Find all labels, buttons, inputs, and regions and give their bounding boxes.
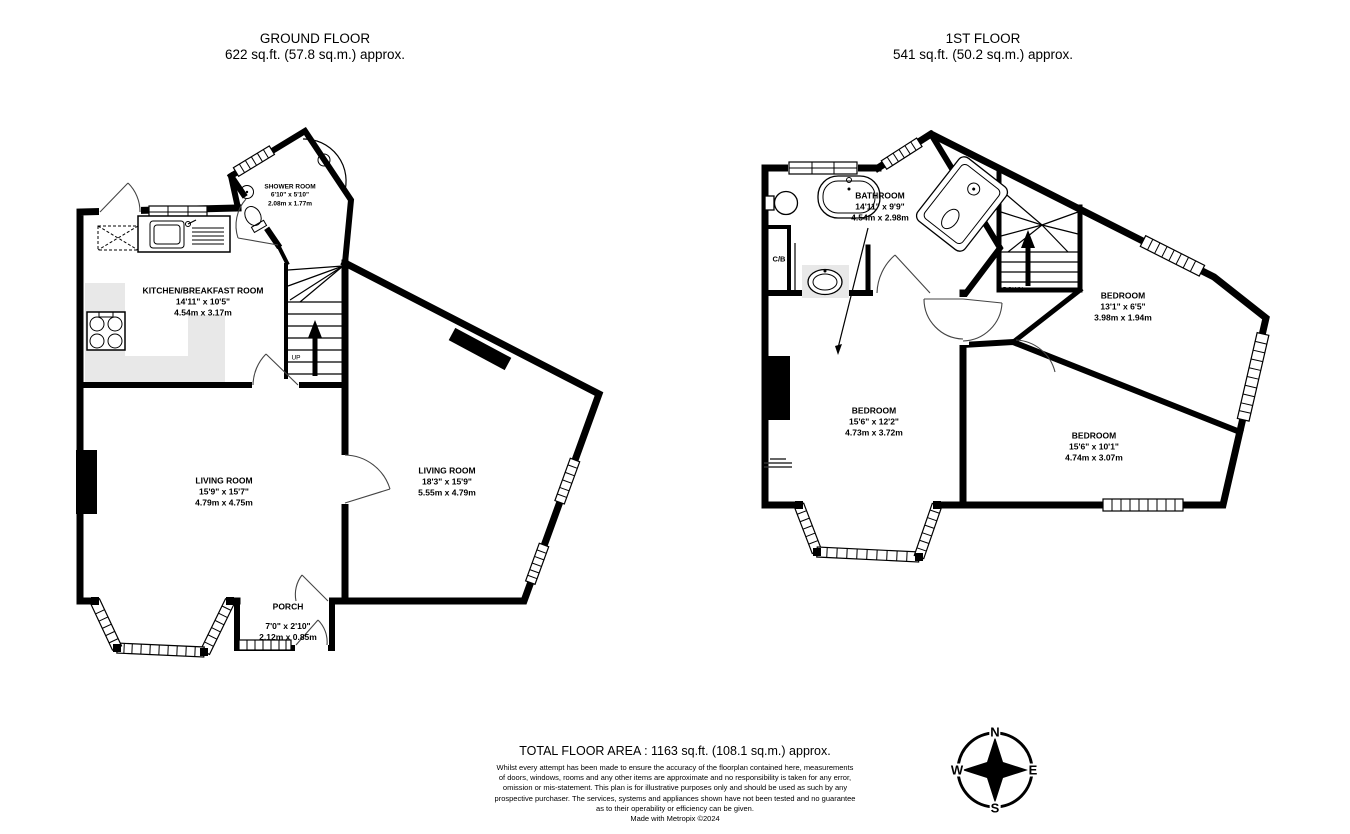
- stove-icon: [87, 312, 125, 350]
- room-label-living-room-right: LIVING ROOM 18'3" x 15'9" 5.55m x 4.79m: [418, 465, 476, 498]
- room-label-porch-dims: 7'0" x 2'10" 2.12m x 0.85m: [259, 621, 317, 642]
- dimension-leader-arrow: [835, 344, 842, 355]
- compass-south-label: S: [990, 800, 1000, 816]
- room-label-porch-name: PORCH: [272, 601, 304, 612]
- chimney-breast: [762, 356, 790, 420]
- bathroom-window: [789, 162, 857, 174]
- compass-east-label: E: [1028, 762, 1038, 778]
- bay-window: [794, 501, 941, 562]
- room-label-living-room-left: LIVING ROOM 15'9" x 15'7" 4.79m x 4.75m: [195, 475, 253, 508]
- room-label-bedroom-bottom: BEDROOM 15'6" x 10'1" 4.74m x 3.07m: [1065, 430, 1123, 463]
- disclaimer-line: of doors, windows, rooms and any other items are approximate and no responsibility is taken for any error,: [498, 773, 852, 783]
- first-floor-area: 541 sq.ft. (50.2 sq.m.) approx.: [892, 46, 1074, 62]
- shower-room-window: [233, 146, 274, 176]
- room-label-bedroom-middle: BEDROOM 15'6" x 12'2" 4.73m x 3.72m: [845, 405, 903, 438]
- first-floor-name: 1ST FLOOR: [945, 31, 1021, 46]
- bay-window: [90, 597, 234, 657]
- stairs-down-label: DOWN: [1002, 286, 1024, 294]
- living-room-window: [555, 458, 580, 504]
- sink-icon: [98, 216, 230, 252]
- ground-floor-plan: [76, 131, 599, 657]
- landing-window: [881, 138, 922, 169]
- bedroom-window: [1103, 499, 1183, 511]
- ground-floor-area: 622 sq.ft. (57.8 sq.m.) approx.: [224, 46, 406, 62]
- wall-window-block: [452, 334, 508, 364]
- bedroom-window: [1140, 236, 1204, 276]
- stairs-up-label: UP: [291, 354, 301, 362]
- cupboard-label: C/B: [772, 254, 786, 264]
- footer: [495, 744, 856, 824]
- disclaimer-line: omission or mis-statement. This plan is for illustrative purposes only and should be used as such by any: [502, 783, 848, 793]
- wash-basin-icon: [802, 265, 849, 298]
- chimney-breast: [76, 450, 97, 514]
- disclaimer-line: as to their operability or efficiency can be given.: [596, 803, 754, 813]
- compass-rose: [958, 733, 1032, 807]
- first-floor-plan: [762, 134, 1270, 562]
- room-label-kitchen: KITCHEN/BREAKFAST ROOM 14'11" x 10'5" 4.54m x 3.17m: [142, 285, 264, 318]
- room-label-bathroom: BATHROOM 14'11" x 9'9" 4.54m x 2.98m: [851, 190, 909, 223]
- ground-floor-name: GROUND FLOOR: [259, 31, 371, 46]
- compass-north-label: N: [990, 724, 1000, 740]
- disclaimer-line: prospective purchaser. The services, systems and appliances shown have not been tested and no guarantee: [494, 793, 856, 803]
- room-label-shower-room: SHOWER ROOM 6'10" x 5'10" 2.08m x 1.77m: [264, 183, 316, 208]
- room-label-bedroom-top: BEDROOM 13'1" x 6'5" 3.98m x 1.94m: [1094, 290, 1152, 323]
- first-floor-title: [893, 31, 1073, 63]
- pedestal-sink-icon: [765, 192, 798, 215]
- disclaimer-line: Whilst every attempt has been made to ensure the accuracy of the floorplan contained here, measurements: [496, 763, 854, 772]
- compass-west-label: W: [950, 762, 964, 778]
- ground-floor-title: [225, 31, 405, 63]
- total-floor-area: TOTAL FLOOR AREA : 1163 sq.ft. (108.1 sq.m.) approx.: [519, 744, 831, 758]
- metropix-credit: Made with Metropix ©2024: [630, 813, 720, 823]
- living-room-window: [526, 543, 549, 584]
